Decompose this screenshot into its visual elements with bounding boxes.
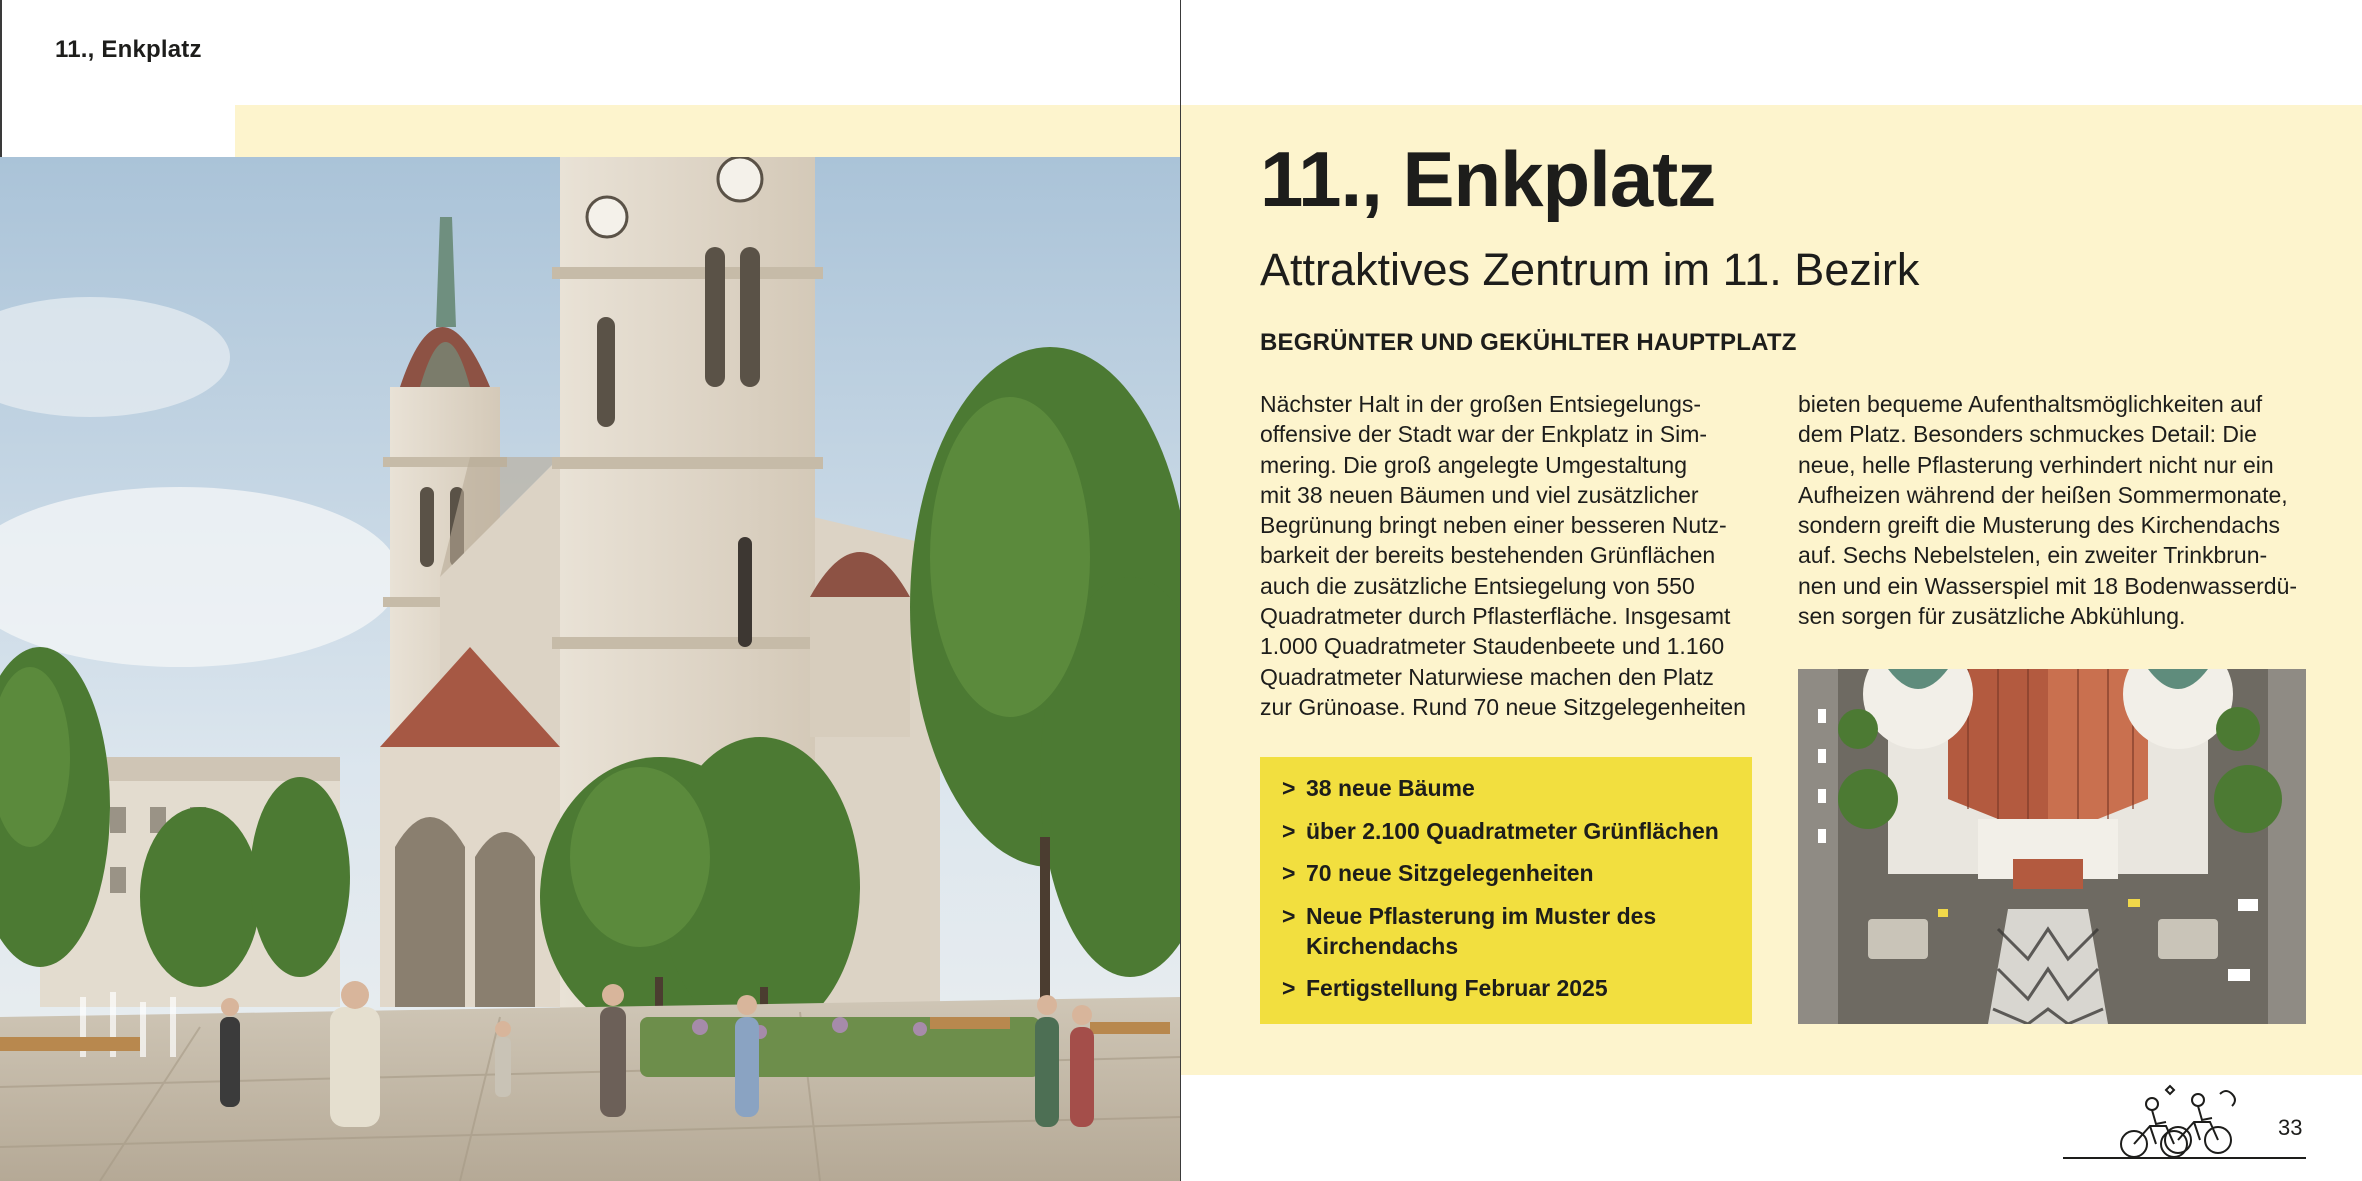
chevron-right-icon: >	[1282, 817, 1296, 844]
fact-item	[1282, 901, 1732, 961]
body-text-column-1: Nächster Halt in der großen Entsiegelungs- offensive der Stadt war der Enkplatz in Sim- mering. Die groß angelegte Umgestaltung mit 38 neuen Bäumen und viel zusätzlicher Begrünung bringt neben einer besseren Nutz- barkeit der bereits bestehenden Grünflächen auch die zusätzliche Entsiegelung von 550 Quadratmeter durch Pflasterfläche. Insgesamt 1.000 Quadratmeter Staudenbeete und 1.160 Quadratmeter Naturwiese machen den Platz zur Grünoase. Rund 70 neue Sitzgelegenheiten	[1260, 391, 1746, 720]
bicycle-riders-icon	[2116, 1082, 2246, 1162]
fact-text: Fertigstellung Februar 2025	[1306, 975, 1608, 1001]
fact-item	[1282, 773, 1732, 803]
aerial-photo	[1798, 669, 2306, 1024]
fact-text: 38 neue Bäume	[1306, 775, 1475, 801]
right-page	[1181, 0, 2362, 1181]
fact-item	[1282, 816, 1732, 846]
page-number: 33	[2278, 1115, 2303, 1140]
chevron-right-icon: >	[1282, 975, 1296, 1001]
fact-text: 70 neue Sitzgelegenheiten	[1306, 860, 1594, 886]
facts-box	[1260, 757, 1752, 1024]
fact-item	[1282, 973, 1732, 1003]
footer-rule	[2063, 1157, 2306, 1159]
cream-strip	[235, 105, 1181, 157]
chevron-right-icon: >	[1282, 775, 1296, 801]
section-kicker: BEGRÜNTER UND GEKÜHLTER HAUPTPLATZ	[1260, 329, 1797, 356]
fact-text: über 2.100 Quadratmeter Grünflächen	[1306, 817, 1719, 844]
chevron-right-icon: >	[1282, 860, 1296, 886]
page-subtitle: Attraktives Zentrum im 11. Bezirk	[1260, 244, 1920, 295]
running-head: 11., Enkplatz	[55, 36, 202, 63]
chevron-right-icon: >	[1282, 902, 1296, 929]
page-title: 11., Enkplatz	[1260, 135, 1716, 223]
body-text-column-2: bieten bequeme Aufenthaltsmöglichkeiten auf dem Platz. Besonders schmuckes Detail: Die neue, helle Pflasterung verhindert nicht nur ein Aufheizen während der heißen Sommermonate, sondern greift die Musterung des Kirchendachs auf. Sechs Nebelstelen, ein zweiter Trinkbrun- nen und ein Wasserspiel mit 18 Bodenwasserdü- sen sorgen für zusätzliche Abkühlung.	[1798, 391, 2298, 630]
fact-item	[1282, 858, 1732, 888]
fact-text: Neue Pflasterung im Muster des Kirchendachs	[1306, 902, 1657, 959]
main-photo	[0, 157, 1181, 1181]
page-edge	[0, 0, 2, 157]
